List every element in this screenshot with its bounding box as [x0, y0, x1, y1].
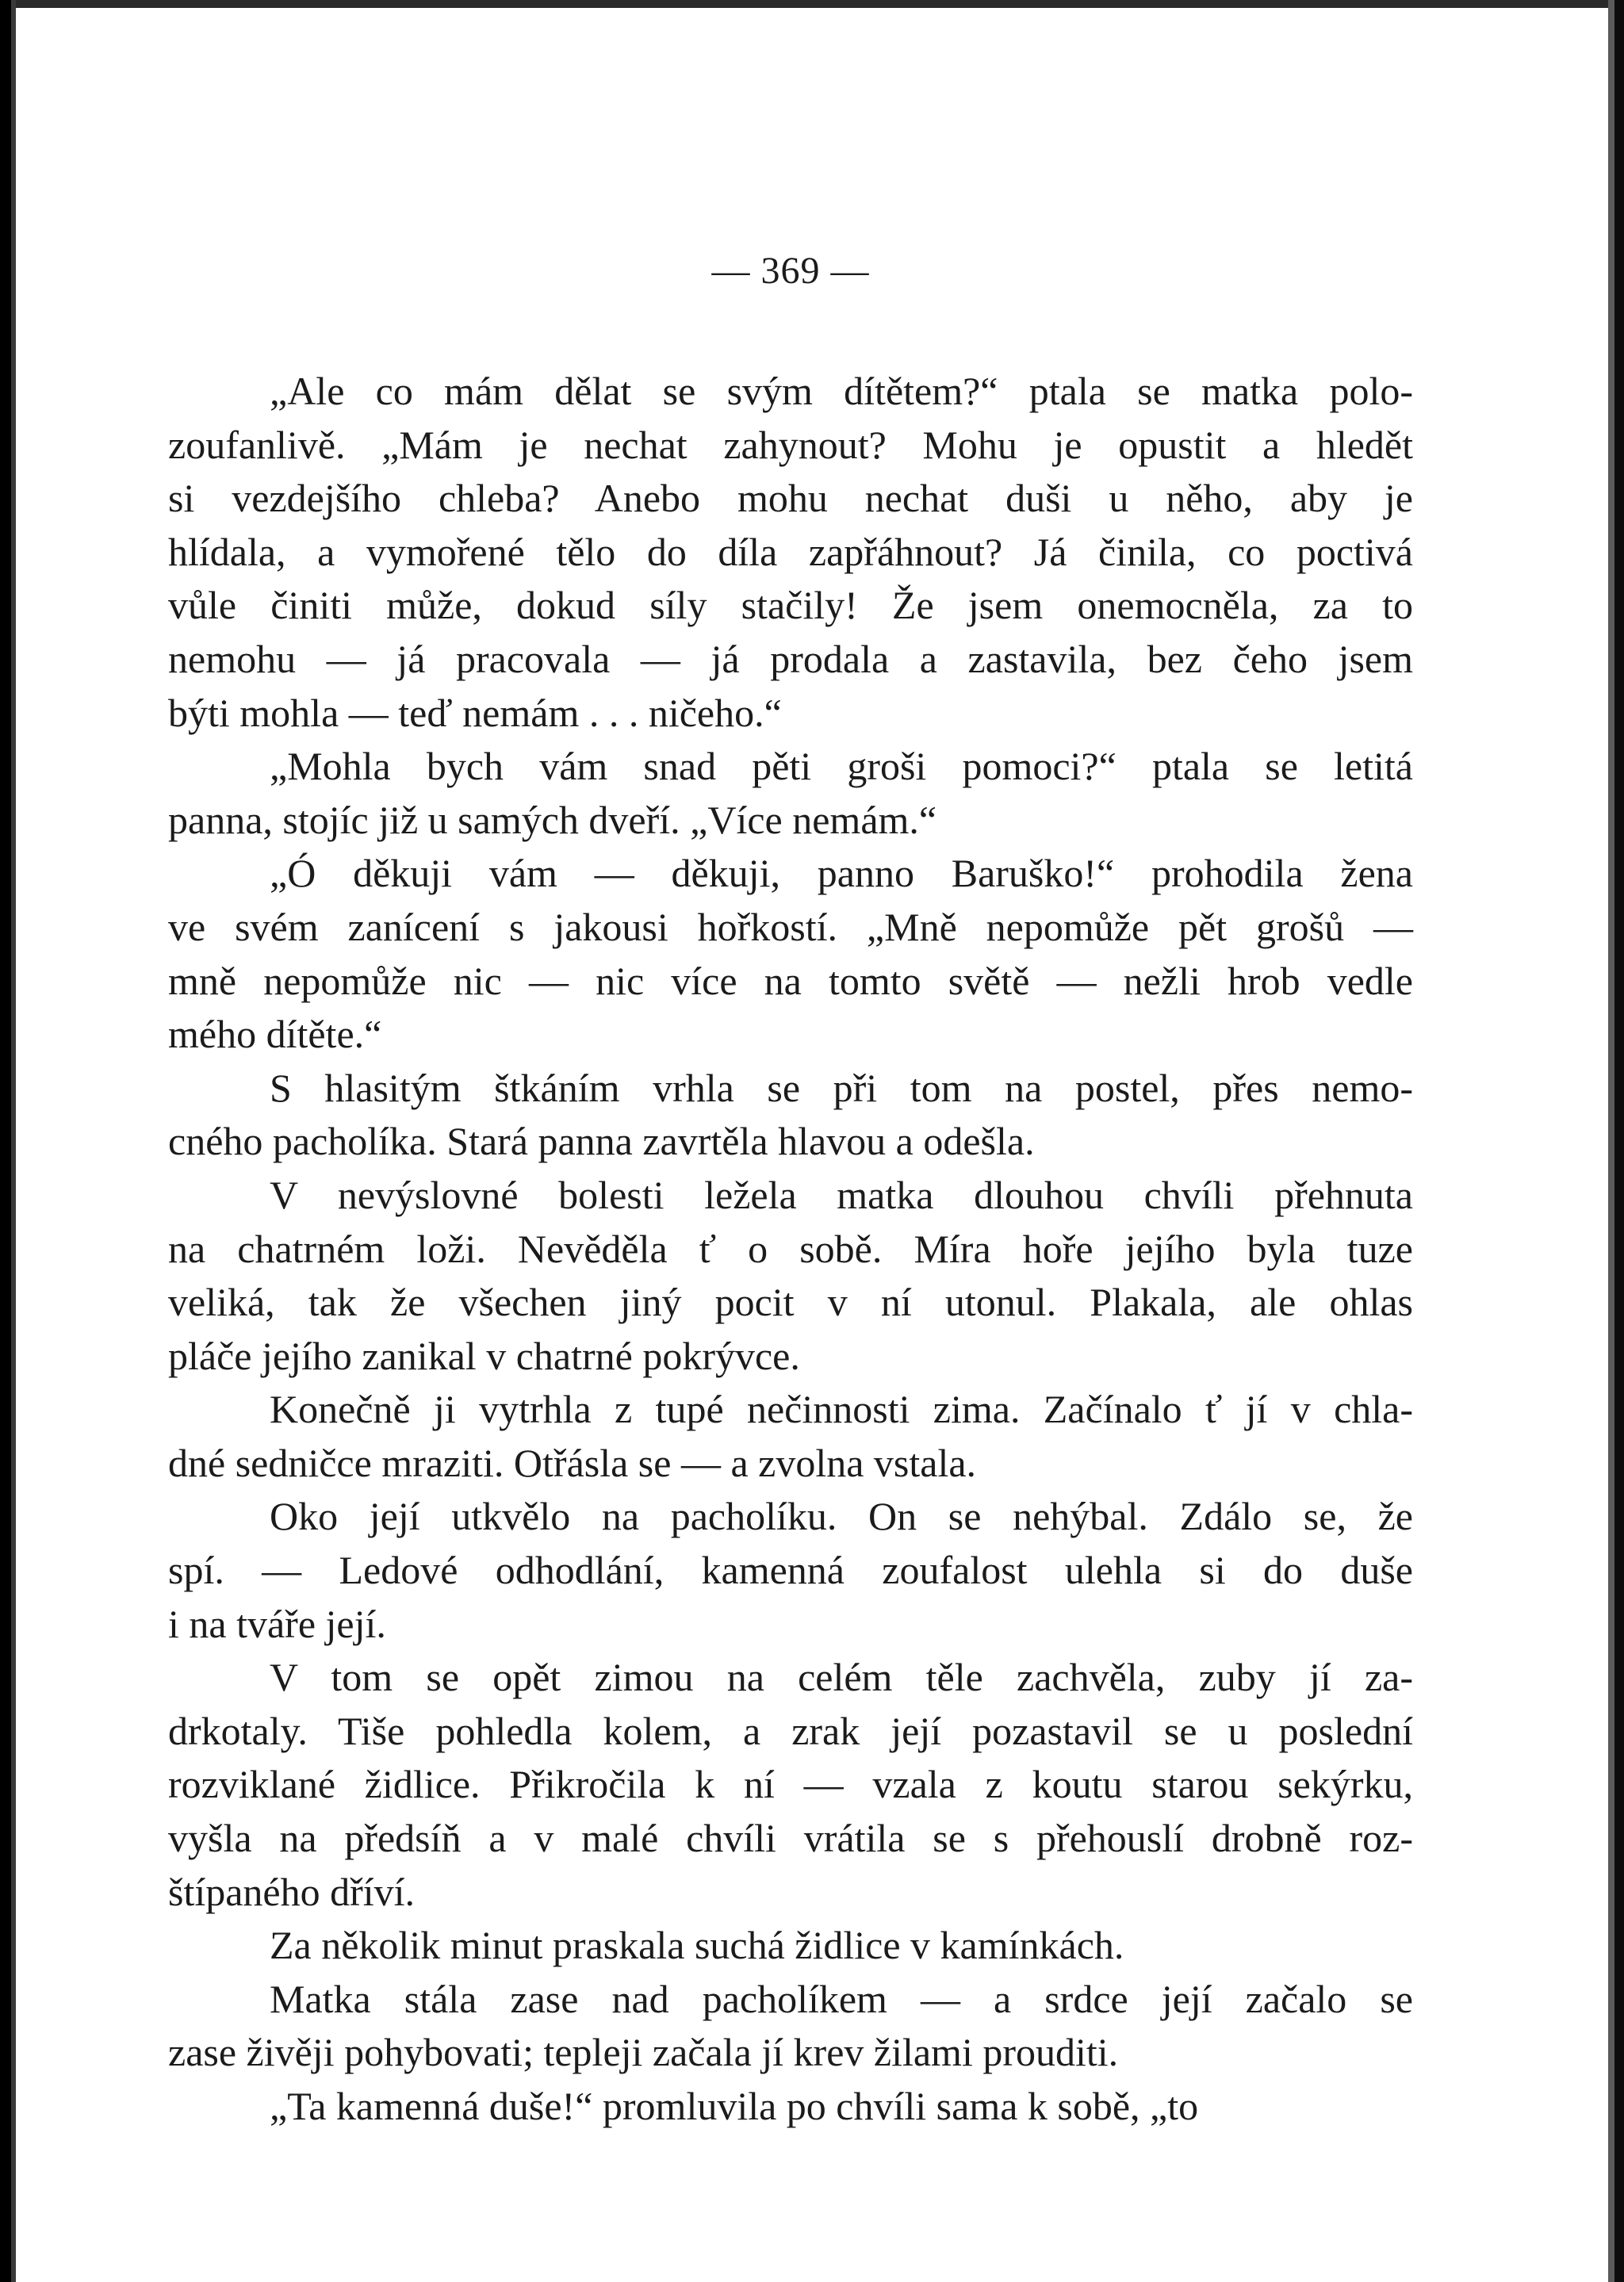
text-line: zoufanlivě. „Mám je nechat zahynout? Mohu je opustit a hledět	[168, 422, 1413, 467]
text-line: „Ta kamenná duše!“ promluvila po chvíli sama k sobě, „to	[270, 2084, 1199, 2128]
paragraph	[168, 1651, 1413, 1919]
paragraph	[168, 847, 1413, 1061]
text-line: spí. — Ledové odhodlání, kamenná zoufalost ulehla si do duše	[168, 1548, 1413, 1593]
paragraph	[168, 1169, 1413, 1383]
text-line: vyšla na předsíň a v malé chvíli vrátila se s přehouslí drobně roz-	[168, 1816, 1413, 1861]
text-line: hlídala, a vymořené tělo do díla zapřáhnout? Já činila, co poctivá	[168, 529, 1413, 574]
page-number: — 369 —	[711, 250, 870, 292]
text-line: Konečně ji vytrhla z tupé nečinnosti zima. Začínalo ť jí v chla-	[270, 1387, 1413, 1432]
text-line: V tom se opět zimou na celém těle zachvěla, zuby jí za-	[270, 1655, 1413, 1700]
text-line: „Ale co mám dělat se svým dítětem?“ ptala se matka polo-	[270, 369, 1413, 413]
text-line: zase živěji pohybovati; tepleji začala jí krev žilami prouditi.	[168, 2030, 1119, 2075]
text-line: mého dítěte.“	[168, 1012, 382, 1057]
text-line: cného pacholíka. Stará panna zavrtěla hlavou a odešla.	[168, 1119, 1035, 1164]
text-line: S hlasitým štkáním vrhla se při tom na postel, přes nemo-	[270, 1065, 1413, 1110]
text-line: „Mohla bych vám snad pěti groši pomoci?“ ptala se letitá	[270, 744, 1413, 789]
text-line: na chatrném loži. Nevěděla ť o sobě. Míra hoře jejího byla tuze	[168, 1226, 1413, 1271]
text-line: V nevýslovné bolesti ležela matka dlouhou chvíli přehnuta	[270, 1172, 1413, 1217]
text-line: Matka stála zase nad pacholíkem — a srdce její začalo se	[270, 1976, 1413, 2021]
text-line: Za několik minut praskala suchá židlice v kamínkách.	[270, 1923, 1124, 1968]
text-line: si vezdejšího chleba? Anebo mohu nechat duši u něho, aby je	[168, 476, 1413, 521]
page-body-text	[168, 365, 1413, 2134]
text-line: pláče jejího zanikal v chatrné pokrývce.	[168, 1333, 800, 1378]
book-page	[168, 247, 1413, 2134]
scan-edge-top	[0, 0, 1624, 8]
scan-edge-right-shadow	[1608, 0, 1614, 2282]
scan-edge-left-shadow	[11, 0, 16, 2282]
text-line: rozviklané židlice. Přikročila k ní — vzala z koutu starou sekýrku,	[168, 1762, 1413, 1807]
paragraph	[168, 2080, 1413, 2134]
text-line: ve svém zanícení s jakousi hořkostí. „Mně nepomůže pět grošů —	[168, 904, 1413, 949]
paragraph	[168, 1062, 1413, 1169]
paragraph	[168, 1973, 1413, 2080]
paragraph	[168, 740, 1413, 847]
scan-edge-left	[0, 0, 11, 2282]
text-line: býti mohla — teď nemám . . . ničeho.“	[168, 690, 782, 735]
text-line: dné sedničce mraziti. Otřásla se — a zvolna vstala.	[168, 1440, 977, 1485]
text-line: drkotaly. Tiše pohledla kolem, a zrak její pozastavil se u poslední	[168, 1708, 1413, 1753]
paragraph	[168, 1490, 1413, 1651]
text-line: nemohu — já pracovala — já prodala a zastavila, bez čeho jsem	[168, 636, 1413, 681]
text-line: i na tváře její.	[168, 1601, 386, 1646]
paragraph	[168, 1383, 1413, 1490]
text-line: vůle činiti může, dokud síly stačily! Že jsem onemocněla, za to	[168, 583, 1413, 628]
text-line: mně nepomůže nic — nic více na tomto světě — nežli hrob vedle	[168, 958, 1413, 1003]
paragraph	[168, 365, 1413, 740]
paragraph	[168, 1919, 1413, 1973]
text-line: panna, stojíc již u samých dveří. „Více nemám.“	[168, 797, 937, 842]
text-line: veliká, tak že všechen jiný pocit v ní utonul. Plakala, ale ohlas	[168, 1280, 1413, 1325]
text-line: Oko její utkvělo na pacholíku. On se nehýbal. Zdálo se, že	[270, 1494, 1413, 1539]
scan-edge-right	[1614, 0, 1624, 2282]
text-line: „Ó děkuji vám — děkuji, panno Baruško!“ prohodila žena	[270, 851, 1413, 896]
text-line: štípaného dříví.	[168, 1869, 416, 1914]
